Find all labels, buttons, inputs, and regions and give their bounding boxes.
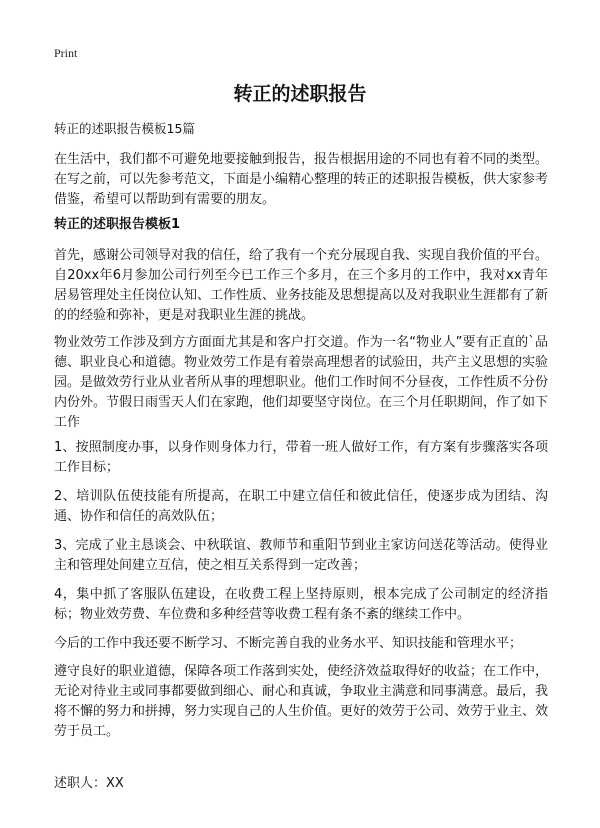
body-paragraph-8: 遵守良好的职业道德，保障各项工作落到实处，使经济效益取得好的收益；在工作中，无论对待业主或同事都要做到细心、耐心和真诚，争取业主满意和同事满意。最后，我将不懈的努力和拼搏，努力实现自己的人生价值。更好的效劳于公司、效劳于业主、效劳于员工。 — [54, 664, 549, 739]
print-link[interactable]: Print — [54, 46, 78, 60]
document-subtitle: 转正的述职报告模板15篇 — [54, 121, 195, 136]
intro-paragraph: 在生活中，我们都不可避免地要接触到报告，报告根据用途的不同也有着不同的类型。在写之前，可以先参考范文，下面是小编精心整理的转正的述职报告模板，供大家参考借鉴，希望可以帮助到有需要的朋友。 — [54, 152, 549, 207]
body-paragraph-5: 3、完成了业主恳谈会、中秋联谊、教师节和重阳节到业主家访问送花等活动。使得业主和管理处间建立互信，使之相互关系得到一定改善； — [54, 538, 548, 573]
body-paragraph-6: 4，集中抓了客服队伍建设，在收费工程上坚持原则，根本完成了公司制定的经济指标；物业效劳费、车位费和多种经营等收费工程有条不紊的继续工作中。 — [54, 587, 548, 622]
signature-line: 述职人：XX — [54, 776, 124, 791]
body-paragraph-3: 1、按照制度办事，以身作则身体力行，带着一班人做好工作，有方案有步骤落实各项工作目标； — [54, 440, 548, 475]
body-paragraph-7: 今后的工作中我还要不断学习、不断完善自我的业务水平、知识技能和管理水平； — [54, 636, 523, 651]
body-paragraph-1: 首先，感谢公司领导对我的信任，给了我有一个充分展现自我、实现自我价值的平台。自20xx年6月参加公司行列至今已工作三个多月，在三个多月的工作中，我对xx青年居易管理处主任岗位认知、工作性质、业务技能及思想提高以及对我职业生涯都有了新的的经验和弥补，更是对我职业生涯的挑战。 — [54, 248, 549, 323]
body-paragraph-4: 2、培训队伍使技能有所提高，在职工中建立信任和彼此信任，使逐步成为团结、沟通、协作和信任的高效队伍； — [54, 489, 548, 524]
body-paragraph-2: 物业效劳工作涉及到方方面面尤其是和客户打交道。作为一名“物业人”要有正直的`品德、职业良心和道德。物业效劳工作是有着崇高理想者的试验田，共产主义思想的实验园。是做效劳行业从业者所从事的理想职业。他们工作时间不分昼夜，工作性质不分份内份外。节假日雨雪天人们在家跑，他们却要坚守岗位。在三个月任职期间，作了如下工作 — [54, 335, 549, 430]
page-title: 转正的述职报告 — [233, 83, 367, 105]
section-heading: 转正的述职报告模板1 — [54, 217, 181, 232]
